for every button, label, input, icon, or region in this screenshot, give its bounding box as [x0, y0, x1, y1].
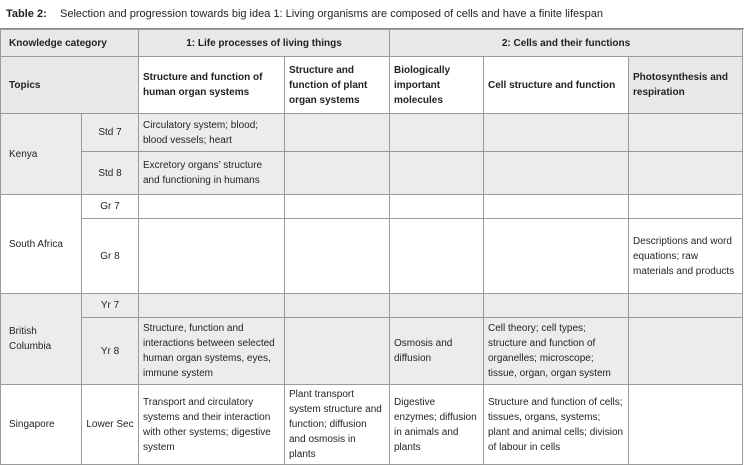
table-row — [1, 219, 743, 294]
header-topics: Topics — [1, 57, 139, 114]
header-col-photosynthesis: Photosynthesis and respiration — [629, 57, 743, 114]
table-cell: Transport and circulatory systems and their interaction with other systems; digestive system — [139, 385, 285, 465]
caption-text: Selection and progression towards big idea 1: Living organisms are composed of cells and have a finite lifespan — [60, 8, 603, 20]
header-col-cell-structure: Cell structure and function — [484, 57, 629, 114]
table-cell — [484, 294, 629, 318]
header-col-molecules: Biologically important molecules — [390, 57, 484, 114]
table-row — [1, 114, 743, 152]
header-knowledge-category: Knowledge category — [1, 30, 139, 57]
country-british-columbia: British Columbia — [1, 294, 82, 385]
table-cell — [285, 114, 390, 152]
table-row — [1, 385, 743, 465]
table-cell: Structure, function and interactions between selected human organ systems, eyes, immune system — [139, 318, 285, 385]
grade-cell: Std 8 — [82, 152, 139, 195]
table-cell — [285, 152, 390, 195]
table-row — [1, 318, 743, 385]
grade-cell: Gr 7 — [82, 195, 139, 219]
table-cell — [390, 294, 484, 318]
table-cell — [484, 114, 629, 152]
table-cell — [484, 219, 629, 294]
grade-cell: Gr 8 — [82, 219, 139, 294]
table-cell: Plant transport system structure and function; diffusion and osmosis in plants — [285, 385, 390, 465]
table-cell: Descriptions and word equations; raw materials and products — [629, 219, 743, 294]
table-cell — [629, 385, 743, 465]
country-kenya: Kenya — [1, 114, 82, 195]
table-cell: Circulatory system; blood; blood vessels; heart — [139, 114, 285, 152]
header-group-cells: 2: Cells and their functions — [390, 30, 743, 57]
table-cell: Structure and function of cells; tissues, organs, systems; plant and animal cells; division of labour in cells — [484, 385, 629, 465]
table-cell — [629, 114, 743, 152]
table-cell — [484, 152, 629, 195]
table-cell — [285, 195, 390, 219]
header-col-plant-organ-systems: Structure and function of plant organ systems — [285, 57, 390, 114]
selection-progression-table — [0, 29, 743, 465]
country-singapore: Singapore — [1, 385, 82, 465]
table-cell — [484, 195, 629, 219]
header-group-life-processes: 1: Life processes of living things — [139, 30, 390, 57]
table-cell — [139, 294, 285, 318]
table-row — [1, 195, 743, 219]
header-col-human-organ-systems: Structure and function of human organ systems — [139, 57, 285, 114]
table-cell — [629, 294, 743, 318]
table-cell — [285, 219, 390, 294]
caption-label: Table 2: — [6, 8, 47, 20]
grade-cell: Std 7 — [82, 114, 139, 152]
grade-cell: Lower Sec — [82, 385, 139, 465]
table-cell — [629, 152, 743, 195]
grade-cell: Yr 7 — [82, 294, 139, 318]
table-cell: Digestive enzymes; diffusion in animals and plants — [390, 385, 484, 465]
table-cell — [629, 195, 743, 219]
table-row — [1, 152, 743, 195]
table-cell: Osmosis and diffusion — [390, 318, 484, 385]
table-caption — [0, 0, 744, 29]
table-cell — [390, 219, 484, 294]
table-row — [1, 294, 743, 318]
table-cell — [139, 195, 285, 219]
table-cell: Excretory organs’ structure and functioning in humans — [139, 152, 285, 195]
table-cell — [390, 114, 484, 152]
table-cell — [285, 318, 390, 385]
table-cell — [390, 195, 484, 219]
table-cell — [629, 318, 743, 385]
grade-cell: Yr 8 — [82, 318, 139, 385]
table-cell — [390, 152, 484, 195]
header-row-categories — [1, 30, 743, 57]
country-south-africa: South Africa — [1, 195, 82, 294]
header-row-topics — [1, 57, 743, 114]
table-cell — [139, 219, 285, 294]
table-cell — [285, 294, 390, 318]
table-cell: Cell theory; cell types; structure and function of organelles; microscope; tissue, organ, organ system — [484, 318, 629, 385]
